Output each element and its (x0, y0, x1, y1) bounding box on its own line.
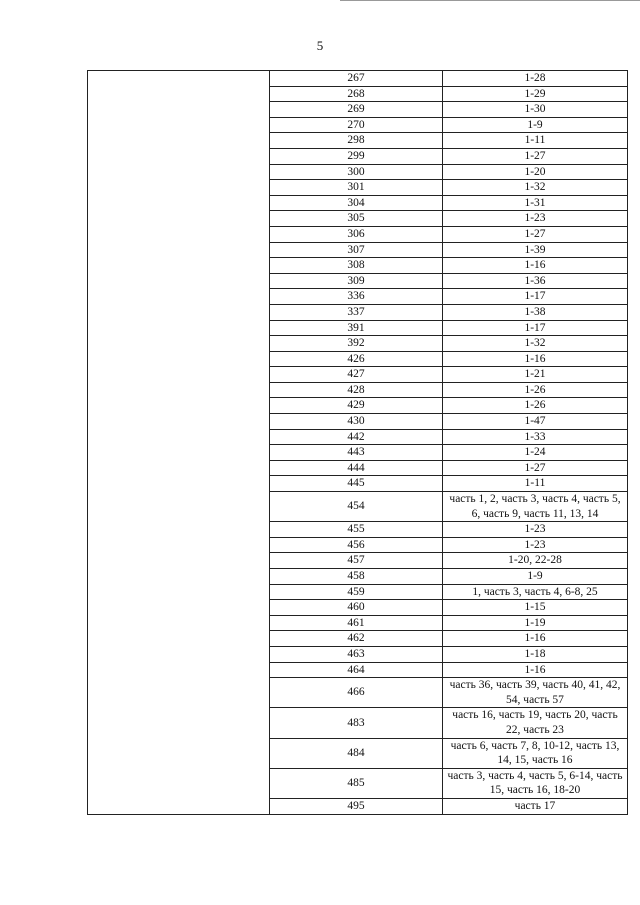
parts-cell: 1-18 (443, 646, 628, 662)
article-number-cell: 445 (270, 476, 443, 492)
table-body (88, 71, 628, 815)
article-number-cell: 463 (270, 646, 443, 662)
parts-cell: 1-30 (443, 102, 628, 118)
parts-cell: 1-20, 22-28 (443, 553, 628, 569)
parts-cell: 1-23 (443, 211, 628, 227)
parts-cell: 1-11 (443, 476, 628, 492)
parts-cell: 1-27 (443, 226, 628, 242)
parts-cell: 1-21 (443, 367, 628, 383)
article-number-cell: 484 (270, 738, 443, 768)
article-number-cell: 444 (270, 460, 443, 476)
article-number-cell: 426 (270, 351, 443, 367)
article-number-cell: 268 (270, 86, 443, 102)
article-number-cell: 308 (270, 258, 443, 274)
article-number-cell: 483 (270, 708, 443, 738)
parts-cell: 1-23 (443, 537, 628, 553)
parts-cell: 1-17 (443, 320, 628, 336)
article-number-cell: 299 (270, 148, 443, 164)
parts-cell: 1-47 (443, 414, 628, 430)
parts-cell: часть 17 (443, 798, 628, 814)
article-number-cell: 459 (270, 584, 443, 600)
article-number-cell: 458 (270, 569, 443, 585)
article-number-cell: 309 (270, 273, 443, 289)
parts-cell: 1-16 (443, 631, 628, 647)
article-number-cell: 391 (270, 320, 443, 336)
parts-cell: 1-33 (443, 429, 628, 445)
article-number-cell: 456 (270, 537, 443, 553)
parts-cell: 1-36 (443, 273, 628, 289)
parts-cell: 1-29 (443, 86, 628, 102)
parts-cell: 1-17 (443, 289, 628, 305)
article-number-cell: 495 (270, 798, 443, 814)
parts-cell: 1-39 (443, 242, 628, 258)
article-number-cell: 429 (270, 398, 443, 414)
article-number-cell: 430 (270, 414, 443, 430)
article-number-cell: 336 (270, 289, 443, 305)
parts-cell: часть 3, часть 4, часть 5, 6-14, часть 15, часть 16, 18-20 (443, 768, 628, 798)
article-number-cell: 298 (270, 133, 443, 149)
article-number-cell: 270 (270, 117, 443, 133)
article-number-cell: 442 (270, 429, 443, 445)
article-number-cell: 454 (270, 492, 443, 522)
parts-cell: 1-20 (443, 164, 628, 180)
article-number-cell: 269 (270, 102, 443, 118)
article-number-cell: 301 (270, 180, 443, 196)
article-number-cell: 460 (270, 600, 443, 616)
article-number-cell: 304 (270, 195, 443, 211)
article-number-cell: 392 (270, 336, 443, 352)
scan-edge (340, 0, 640, 1)
article-number-cell: 457 (270, 553, 443, 569)
page-number: 5 (316, 38, 324, 53)
parts-cell: часть 6, часть 7, 8, 10-12, часть 13, 14, 15, часть 16 (443, 738, 628, 768)
parts-cell: 1-23 (443, 522, 628, 538)
parts-cell: 1-32 (443, 336, 628, 352)
parts-cell: 1-32 (443, 180, 628, 196)
parts-cell: часть 36, часть 39, часть 40, 41, 42, 54, часть 57 (443, 678, 628, 708)
article-number-cell: 337 (270, 304, 443, 320)
article-number-cell: 485 (270, 768, 443, 798)
article-number-cell: 427 (270, 367, 443, 383)
parts-cell: 1-11 (443, 133, 628, 149)
article-number-cell: 305 (270, 211, 443, 227)
parts-cell: 1-9 (443, 569, 628, 585)
parts-cell: часть 16, часть 19, часть 20, часть 22, часть 23 (443, 708, 628, 738)
parts-cell: 1-16 (443, 662, 628, 678)
article-number-cell: 300 (270, 164, 443, 180)
empty-first-column-cell (88, 71, 270, 815)
article-number-cell: 443 (270, 445, 443, 461)
article-number-cell: 267 (270, 71, 443, 87)
parts-cell: 1-9 (443, 117, 628, 133)
parts-cell: 1-16 (443, 351, 628, 367)
article-number-cell: 464 (270, 662, 443, 678)
parts-cell: 1-24 (443, 445, 628, 461)
document-table (87, 70, 628, 815)
article-number-cell: 307 (270, 242, 443, 258)
parts-cell: 1-27 (443, 460, 628, 476)
table-row (88, 71, 628, 87)
parts-cell: 1-27 (443, 148, 628, 164)
article-number-cell: 462 (270, 631, 443, 647)
article-number-cell: 466 (270, 678, 443, 708)
article-number-cell: 455 (270, 522, 443, 538)
article-number-cell: 306 (270, 226, 443, 242)
parts-cell: 1, часть 3, часть 4, 6-8, 25 (443, 584, 628, 600)
article-number-cell: 428 (270, 382, 443, 398)
parts-cell: 1-16 (443, 258, 628, 274)
parts-cell: 1-26 (443, 398, 628, 414)
parts-cell: 1-31 (443, 195, 628, 211)
parts-cell: 1-15 (443, 600, 628, 616)
parts-cell: 1-28 (443, 71, 628, 87)
article-number-cell: 461 (270, 615, 443, 631)
parts-cell: 1-38 (443, 304, 628, 320)
parts-cell: 1-19 (443, 615, 628, 631)
parts-cell: часть 1, 2, часть 3, часть 4, часть 5, 6, часть 9, часть 11, 13, 14 (443, 492, 628, 522)
parts-cell: 1-26 (443, 382, 628, 398)
